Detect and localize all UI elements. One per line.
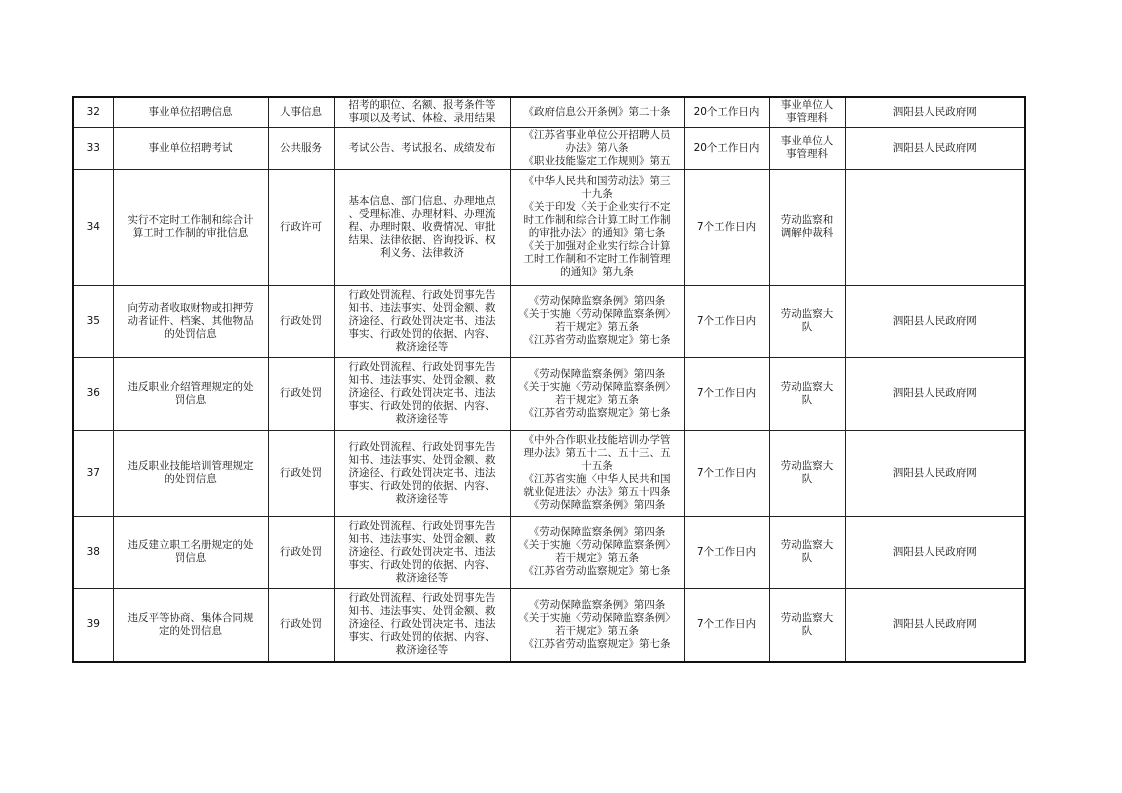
table-row [73, 97, 1025, 127]
table-row [73, 516, 1025, 588]
row-number: 34 [73, 169, 113, 285]
disclosure-content: 招考的职位、名额、报考条件等 事项以及考试、体检、录用结果 [334, 97, 510, 127]
publish-site: 泗阳县人民政府网 [845, 516, 1025, 588]
disclosure-content: 行政处罚流程、行政处罚事先告 知书、违法事实、处罚金额、救 济途径、行政处罚决定书、违法 事实、行政处罚的依据、内容、 救济途径等 [334, 285, 510, 357]
time-limit: 7个工作日内 [684, 430, 769, 516]
responsible-dept: 劳动监察大 队 [769, 588, 845, 662]
row-number: 32 [73, 97, 113, 127]
disclosure-content: 行政处罚流程、行政处罚事先告 知书、违法事实、处罚金额、救 济途径、行政处罚决定书、违法 事实、行政处罚的依据、内容、 救济途径等 [334, 516, 510, 588]
legal-basis: 《江苏省事业单位公开招聘人员 办法》第八条 《职业技能鉴定工作规则》第五 [510, 127, 684, 169]
time-limit: 7个工作日内 [684, 169, 769, 285]
time-limit: 20个工作日内 [684, 127, 769, 169]
table-row [73, 169, 1025, 285]
item-name: 违反建立职工名册规定的处 罚信息 [113, 516, 268, 588]
table-row [73, 588, 1025, 662]
legal-basis: 《劳动保障监察条例》第四条 《关于实施〈劳动保障监察条例〉 若干规定》第五条 《江苏省劳动监察规定》第七条 [510, 357, 684, 430]
responsible-dept: 劳动监察大 队 [769, 516, 845, 588]
disclosure-content: 行政处罚流程、行政处罚事先告 知书、违法事实、处罚金额、救 济途径、行政处罚决定书、违法 事实、行政处罚的依据、内容、 救济途径等 [334, 588, 510, 662]
publish-site: 泗阳县人民政府网 [845, 127, 1025, 169]
time-limit: 7个工作日内 [684, 588, 769, 662]
table-row [73, 127, 1025, 169]
item-name: 违反职业技能培训管理规定 的处罚信息 [113, 430, 268, 516]
row-number: 36 [73, 357, 113, 430]
table-row [73, 357, 1025, 430]
responsible-dept: 劳动监察和 调解仲裁科 [769, 169, 845, 285]
responsible-dept: 劳动监察大 队 [769, 430, 845, 516]
category: 公共服务 [268, 127, 334, 169]
category: 行政处罚 [268, 285, 334, 357]
item-name: 事业单位招聘考试 [113, 127, 268, 169]
publish-site: 泗阳县人民政府网 [845, 285, 1025, 357]
publish-site: 泗阳县人民政府网 [845, 97, 1025, 127]
row-number: 33 [73, 127, 113, 169]
responsible-dept: 事业单位人 事管理科 [769, 97, 845, 127]
table-row [73, 430, 1025, 516]
category: 人事信息 [268, 97, 334, 127]
item-name: 向劳动者收取财物或扣押劳 动者证件、档案、其他物品 的处罚信息 [113, 285, 268, 357]
disclosure-content: 行政处罚流程、行政处罚事先告 知书、违法事实、处罚金额、救 济途径、行政处罚决定书、违法 事实、行政处罚的依据、内容、 救济途径等 [334, 430, 510, 516]
item-name: 违反平等协商、集体合同规 定的处罚信息 [113, 588, 268, 662]
responsible-dept: 劳动监察大 队 [769, 285, 845, 357]
responsible-dept: 劳动监察大 队 [769, 357, 845, 430]
publish-site: 泗阳县人民政府网 [845, 430, 1025, 516]
responsible-dept: 事业单位人 事管理科 [769, 127, 845, 169]
table-row [73, 285, 1025, 357]
category: 行政处罚 [268, 588, 334, 662]
time-limit: 20个工作日内 [684, 97, 769, 127]
row-number: 38 [73, 516, 113, 588]
time-limit: 7个工作日内 [684, 357, 769, 430]
disclosure-content: 考试公告、考试报名、成绩发布 [334, 127, 510, 169]
legal-basis: 《劳动保障监察条例》第四条 《关于实施〈劳动保障监察条例〉 若干规定》第五条 《江苏省劳动监察规定》第七条 [510, 516, 684, 588]
item-name: 事业单位招聘信息 [113, 97, 268, 127]
row-number: 39 [73, 588, 113, 662]
legal-basis: 《政府信息公开条例》第二十条 [510, 97, 684, 127]
disclosure-content: 行政处罚流程、行政处罚事先告 知书、违法事实、处罚金额、救 济途径、行政处罚决定书、违法 事实、行政处罚的依据、内容、 救济途径等 [334, 357, 510, 430]
item-name: 违反职业介绍管理规定的处 罚信息 [113, 357, 268, 430]
legal-basis: 《劳动保障监察条例》第四条 《关于实施〈劳动保障监察条例〉 若干规定》第五条 《江苏省劳动监察规定》第七条 [510, 285, 684, 357]
disclosure-table [72, 96, 1026, 663]
disclosure-content: 基本信息、部门信息、办理地点 、受理标准、办理材料、办理流 程、办理时限、收费情况、审批 结果、法律依据、咨询投诉、权 利义务、法律救济 [334, 169, 510, 285]
item-name: 实行不定时工作制和综合计 算工时工作制的审批信息 [113, 169, 268, 285]
time-limit: 7个工作日内 [684, 285, 769, 357]
category: 行政许可 [268, 169, 334, 285]
category: 行政处罚 [268, 430, 334, 516]
row-number: 35 [73, 285, 113, 357]
legal-basis: 《中外合作职业技能培训办学管 理办法》第五十二、五十三、五 十五条 《江苏省实施〈中华人民共和国 就业促进法〉办法》第五十四条 《劳动保障监察条例》第四条 [510, 430, 684, 516]
publish-site [845, 169, 1025, 285]
time-limit: 7个工作日内 [684, 516, 769, 588]
legal-basis: 《中华人民共和国劳动法》第三 十九条 《关于印发〈关于企业实行不定 时工作制和综合计算工时工作制 的审批办法〉的通知》第七条 《关于加强对企业实行综合计算 工时工作制和不定时工作制管理 的通知》第九条 [510, 169, 684, 285]
category: 行政处罚 [268, 516, 334, 588]
category: 行政处罚 [268, 357, 334, 430]
publish-site: 泗阳县人民政府网 [845, 357, 1025, 430]
legal-basis: 《劳动保障监察条例》第四条 《关于实施〈劳动保障监察条例〉 若干规定》第五条 《江苏省劳动监察规定》第七条 [510, 588, 684, 662]
publish-site: 泗阳县人民政府网 [845, 588, 1025, 662]
row-number: 37 [73, 430, 113, 516]
